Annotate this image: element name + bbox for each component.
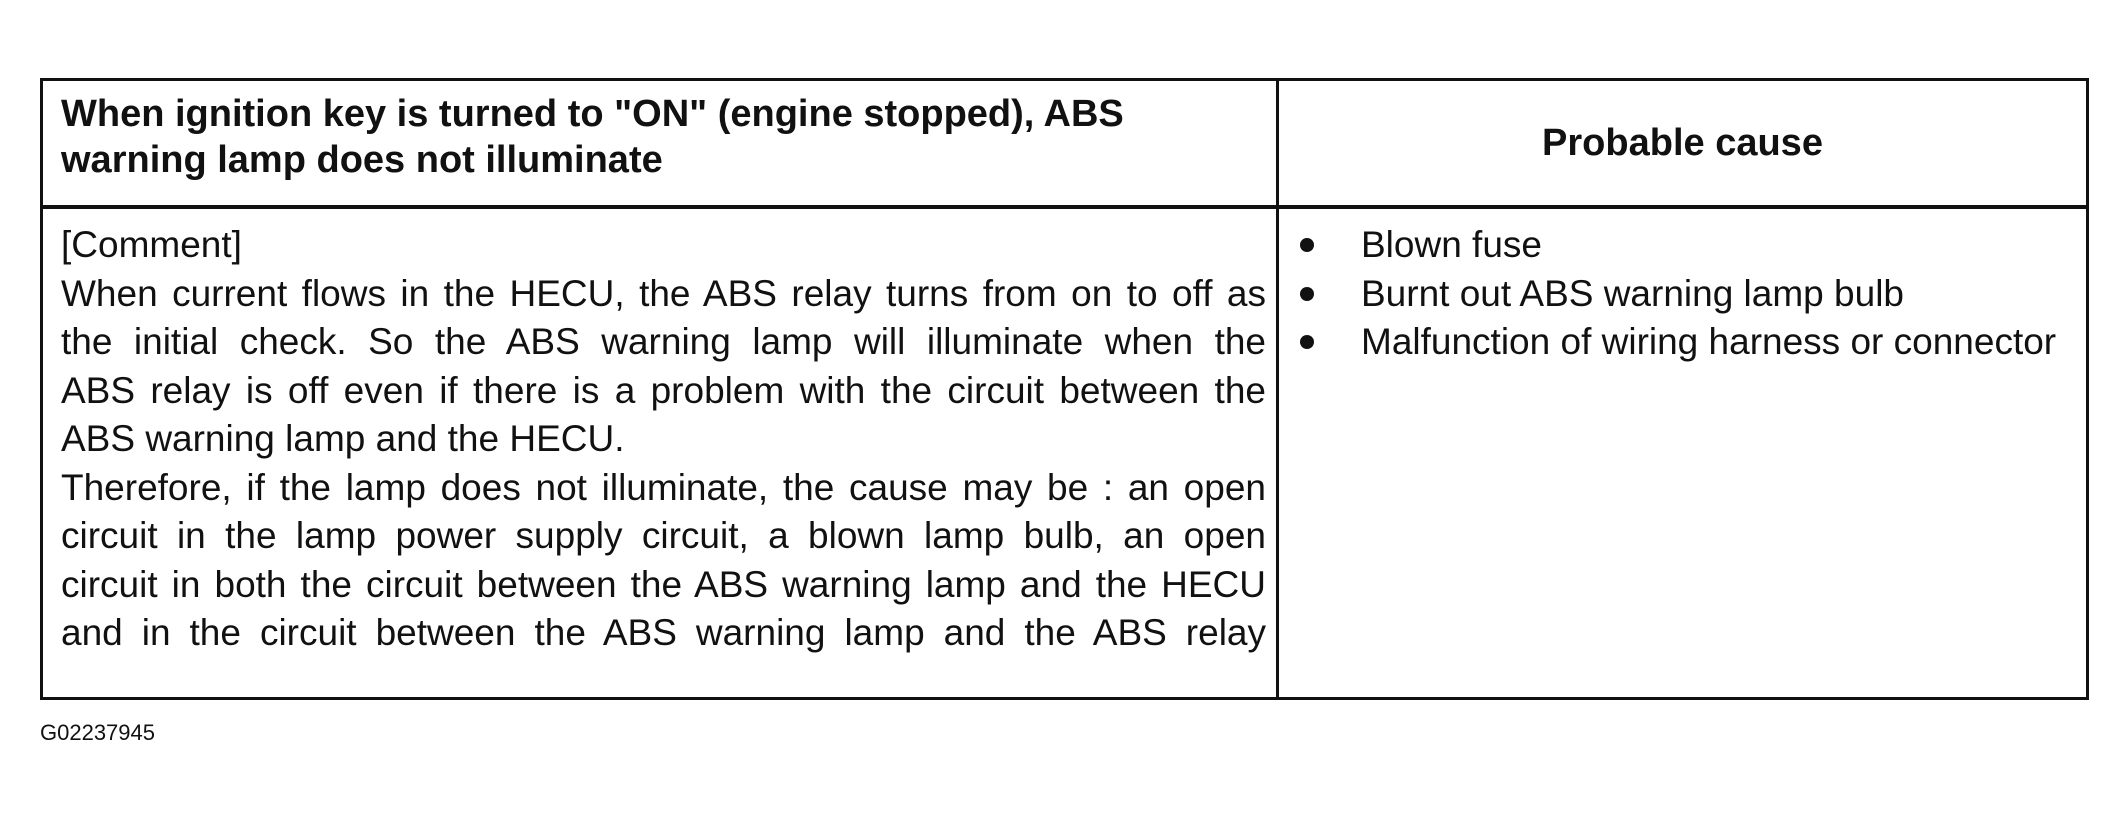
troubleshooting-table [40,78,2089,700]
comment-line: ABS warning lamp and the HECU. [61,418,625,459]
probable-cause-header [1279,81,2086,205]
symptom-header-line: When ignition key is turned to "ON" (engine stopped), ABS [61,93,1124,135]
probable-cause-item [1293,221,2083,270]
bullet-icon [1300,238,1314,252]
figure-id: G02237945 [40,720,155,745]
probable-cause-text: Malfunction of wiring harness or connector [1361,321,2057,362]
comment-line: ABS relay is off even if there is a problem with the circuit between the [61,369,1266,411]
comment-line: and in the circuit between the ABS warning lamp and the ABS relay [61,612,1266,653]
probable-cause-header-label: Probable cause [1542,121,1823,164]
probable-cause-item [1293,318,2083,367]
header-divider [43,205,2086,209]
comment-cell [61,221,1266,658]
symptom-header-line: warning lamp does not illuminate [61,139,663,181]
probable-cause-item [1293,270,2083,319]
comment-line: When current flows in the HECU, the ABS relay turns from on to off as [61,272,1266,314]
probable-cause-text: Blown fuse [1361,224,1542,265]
comment-line: circuit in the lamp power supply circuit, a blown lamp bulb, an open [61,515,1266,556]
comment-label: [Comment] [61,224,242,265]
probable-cause-list [1293,221,2083,367]
comment-line: the initial check. So the ABS warning lamp will illuminate when the [61,321,1266,362]
bullet-icon [1300,287,1314,301]
symptom-header [61,91,1261,183]
comment-line: Therefore, if the lamp does not illuminate, the cause may be : an open [61,466,1266,508]
comment-line: circuit in both the circuit between the ABS warning lamp and the HECU [61,563,1266,605]
probable-cause-text: Burnt out ABS warning lamp bulb [1361,272,1904,314]
bullet-icon [1300,335,1314,349]
